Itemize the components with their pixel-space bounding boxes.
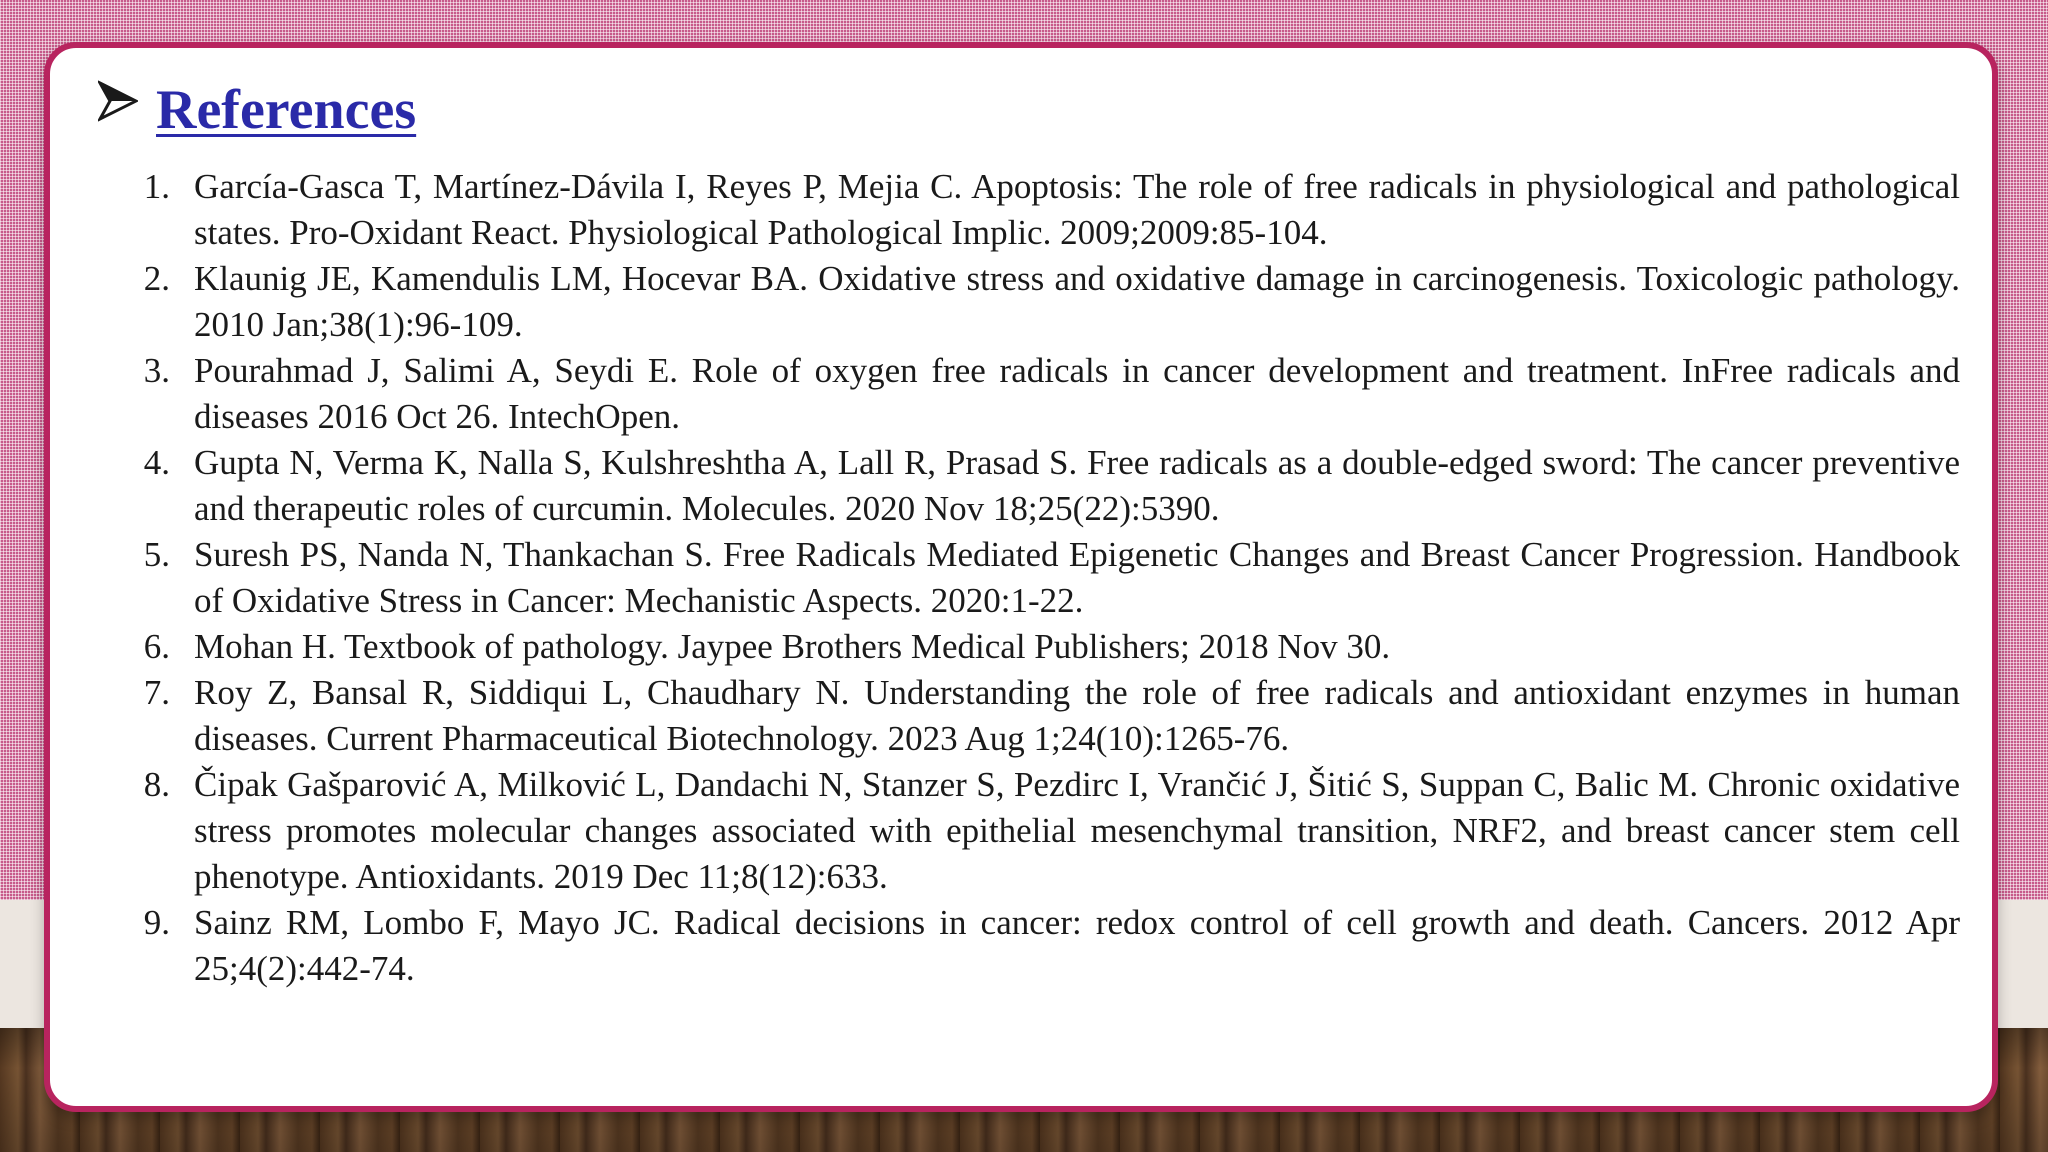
reference-text: Sainz RM, Lombo F, Mayo JC. Radical decisions in cancer: redox control of cell growth and death. Cancers. 2012 Apr 25;4(2):442-74. xyxy=(194,903,1960,988)
reference-item xyxy=(90,348,1960,440)
reference-text: Klaunig JE, Kamendulis LM, Hocevar BA. Oxidative stress and oxidative damage in carcinogenesis. Toxicologic pathology. 2010 Jan;38(1):96-109. xyxy=(194,259,1960,344)
reference-number: 4. xyxy=(143,443,170,482)
reference-number: 3. xyxy=(143,351,170,390)
reference-text: Gupta N, Verma K, Nalla S, Kulshreshtha A, Lall R, Prasad S. Free radicals as a double-edged sword: The cancer preventive and therapeutic roles of curcumin. Molecules. 2020 Nov 18;25(22):5390. xyxy=(194,443,1960,528)
references-title: References xyxy=(156,79,417,141)
reference-text: Mohan H. Textbook of pathology. Jaypee Brothers Medical Publishers; 2018 Nov 30. xyxy=(194,627,1391,666)
reference-text: Suresh PS, Nanda N, Thankachan S. Free Radicals Mediated Epigenetic Changes and Breast Cancer Progression. Handbook of Oxidative Stress in Cancer: Mechanistic Aspects. 2020:1-22. xyxy=(194,535,1960,620)
slide-card xyxy=(44,42,1998,1112)
reference-number: 2. xyxy=(143,259,170,298)
reference-number: 9. xyxy=(143,903,170,942)
slide-heading xyxy=(98,78,416,142)
reference-list xyxy=(90,164,1960,992)
reference-item xyxy=(90,670,1960,762)
reference-text: Roy Z, Bansal R, Siddiqui L, Chaudhary N. Understanding the role of free radicals and antioxidant enzymes in human diseases. Current Pharmaceutical Biotechnology. 2023 Aug 1;24(10):1265-76. xyxy=(194,673,1960,758)
reference-number: 1. xyxy=(143,167,170,206)
reference-item xyxy=(90,624,1960,670)
reference-text: Pourahmad J, Salimi A, Seydi E. Role of oxygen free radicals in cancer development and treatment. InFree radicals and diseases 2016 Oct 26. IntechOpen. xyxy=(194,351,1960,436)
reference-number: 5. xyxy=(143,535,170,574)
reference-item xyxy=(90,164,1960,256)
reference-item xyxy=(90,440,1960,532)
reference-text: Čipak Gašparović A, Milković L, Dandachi N, Stanzer S, Pezdirc I, Vrančić J, Šitić S, Suppan C, Balic M. Chronic oxidative stress promotes molecular changes associated with epithelial mesenchymal transition, NRF2, and breast cancer stem cell phenotype. Antioxidants. 2019 Dec 11;8(12):633. xyxy=(194,765,1960,896)
reference-text: García-Gasca T, Martínez-Dávila I, Reyes P, Mejia C. Apoptosis: The role of free radicals in physiological and pathological states. Pro-Oxidant React. Physiological Pathological Implic. 2009;2009:85-104. xyxy=(194,167,1960,252)
arrowhead-bullet-icon xyxy=(98,79,138,123)
reference-number: 7. xyxy=(143,673,170,712)
reference-item xyxy=(90,532,1960,624)
reference-item xyxy=(90,256,1960,348)
reference-item xyxy=(90,762,1960,900)
reference-item xyxy=(90,900,1960,992)
reference-number: 6. xyxy=(143,627,170,666)
reference-number: 8. xyxy=(143,765,170,804)
